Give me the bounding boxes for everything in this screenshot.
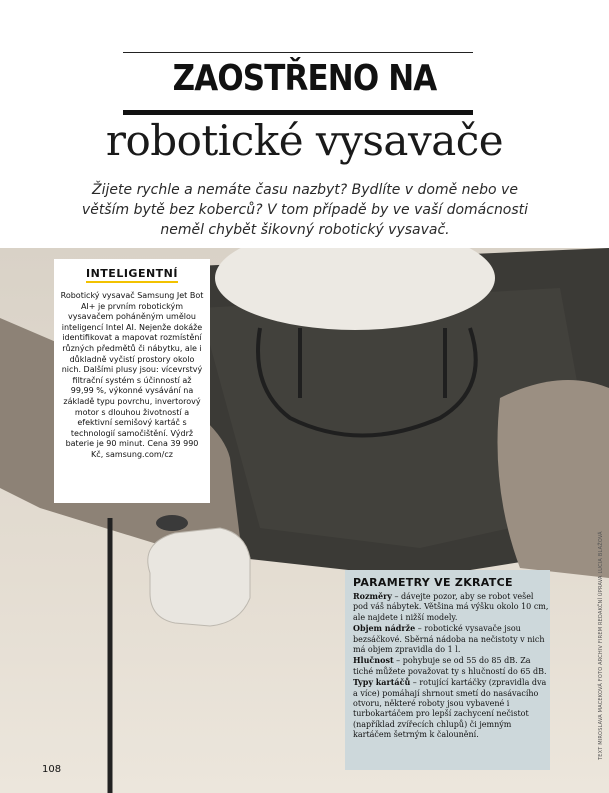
parameters-body bbox=[353, 591, 549, 741]
infobox-body: Robotický vysavač Samsung Jet Bot AI+ je prvním robotickým vysavačem poháněným umělou inteligencí Intel AI. Nejenže dokáže identifikovat a mapovat rozmístění různých předmětů či nábytku, ale i důkladně vyčistí prostory okolo nich. Dalšími plusy jsou: vícevrstvý filtrační systém s účinností až 99,99 %, výkonné vysávání na základě typu povrchu, invertorový motor s dlouhou životností a efektivní semišový kartáč s technologií samočištění. Výdrž baterie je 90 minut. Cena 39 990 Kč, samsung.com/cz bbox=[60, 291, 204, 459]
section-kicker: ZAOSTŘENO NA bbox=[172, 58, 437, 99]
robot-vacuum bbox=[148, 528, 250, 626]
lead-paragraph: Žijete rychle a nemáte času nazbyt? Bydlíte v domě nebo ve větším bytě bez koberců? V tom případě by ve vaší domácnosti neměl chybět šikovný robotický vysavač. bbox=[81, 182, 529, 238]
param-item: Rozměry – dávejte pozor, aby se robot vešel pod váš nábytek. Většina má výšku okolo 10 cm, ale najdete i nižší modely. bbox=[353, 591, 549, 622]
infobox-title: INTELIGENTNÍ bbox=[54, 267, 210, 280]
page-number: 108 bbox=[42, 764, 62, 775]
photo-credits: TEXT MIROSLAVA MACEKOVÁ FOTO ARCHIV FIREM REDAKČNÍ ÚPRAVA LUCIA BLAŽOVÁ bbox=[598, 531, 604, 760]
title-rule bbox=[123, 110, 473, 115]
product-infobox bbox=[54, 259, 210, 503]
parameters-box bbox=[345, 570, 550, 770]
param-item: Typy kartáčů – rotující kartáčky (zpravidla dva a více) pomáhají shrnout smetí do nasávacího otvoru, některé roboty jsou vybavené i turbokartáčem pro lepší zachycení nečistot (například zvířecích chlupů) či jemným kartáčem šetrným k čalounění. bbox=[353, 677, 547, 740]
page-title: robotické vysavače bbox=[105, 116, 504, 165]
robot-lidar bbox=[156, 515, 188, 531]
top-rule bbox=[123, 52, 473, 53]
parameters-title: PARAMETRY VE ZKRATCE bbox=[353, 576, 513, 589]
armchair-right bbox=[498, 380, 609, 578]
param-item: Hlučnost – pohybuje se od 55 do 85 dB. Za tiché můžete považovat ty s hlučností do 65 dB. bbox=[353, 655, 547, 676]
param-item: Objem nádrže – robotické vysavače jsou bezsáčkové. Sběrná nádoba na nečistoty v nich má objem zpravidla do 1 l. bbox=[353, 623, 545, 655]
